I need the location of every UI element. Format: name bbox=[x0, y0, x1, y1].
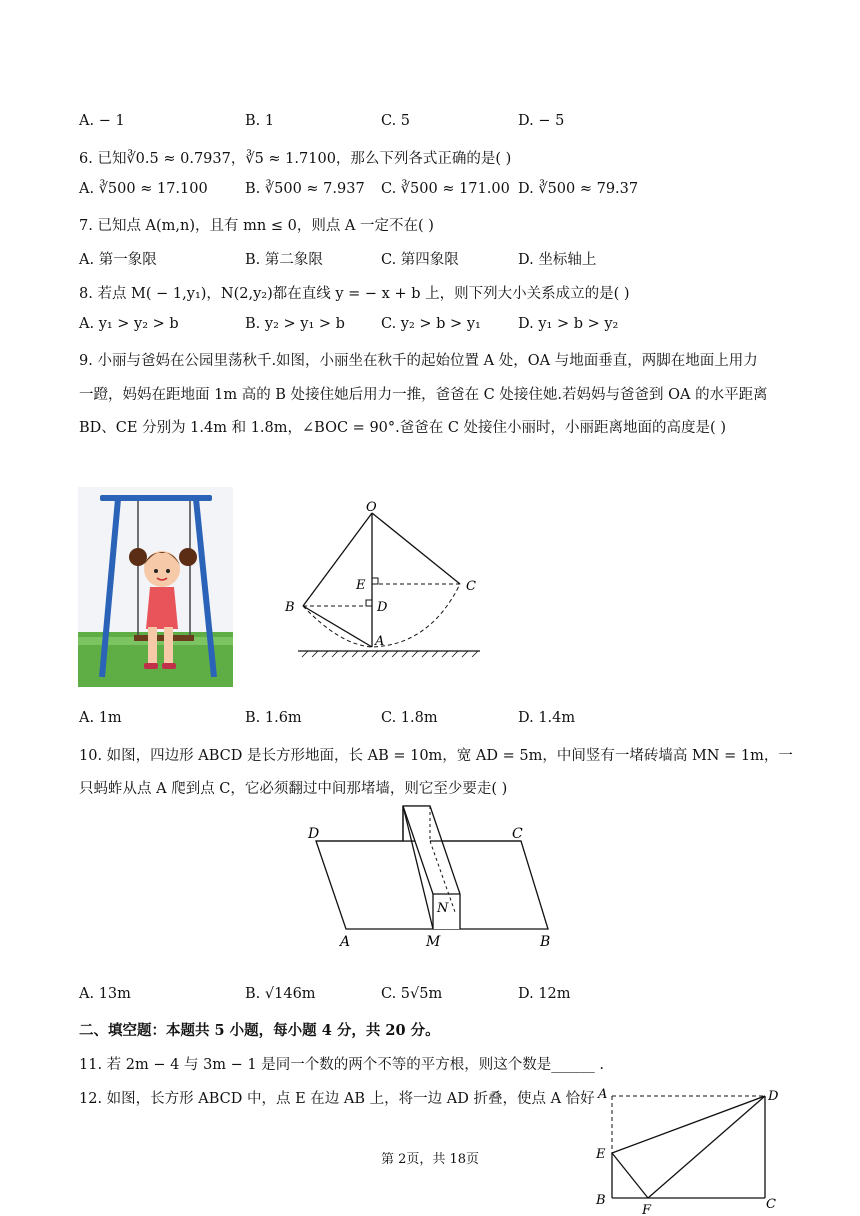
q10-option-a: A. 13m bbox=[79, 986, 131, 1002]
q5-option-b: B. 1 bbox=[245, 113, 275, 129]
q9-label-a: A bbox=[375, 634, 385, 649]
q9-option-c: C. 1.8m bbox=[381, 710, 438, 726]
q9-label-d: D bbox=[377, 600, 388, 615]
q12-label-d: D bbox=[768, 1089, 779, 1104]
q5-option-a: A. − 1 bbox=[79, 113, 125, 129]
q12-label-b: B bbox=[596, 1193, 606, 1208]
q10-option-c: C. 5√5m bbox=[381, 986, 443, 1002]
q10-option-d: D. 12m bbox=[518, 986, 571, 1002]
q9-label-b: B bbox=[285, 600, 295, 615]
q12-label-f: F bbox=[642, 1203, 652, 1216]
q8-option-a: A. y₁ > y₂ > b bbox=[79, 316, 179, 332]
q9-label-o: O bbox=[366, 500, 377, 515]
q12-label-c: C bbox=[766, 1197, 776, 1212]
q7-option-a: A. 第一象限 bbox=[79, 252, 157, 268]
q7-option-b: B. 第二象限 bbox=[245, 252, 323, 268]
q10-figure bbox=[300, 800, 560, 950]
q5-option-d: D. − 5 bbox=[518, 113, 565, 129]
q12-label-e: E bbox=[596, 1147, 606, 1162]
q12-stem: 12. 如图，长方形 ABCD 中，点 E 在边 AB 上，将一边 AD 折叠，使点 A 恰好 bbox=[79, 1091, 595, 1107]
q9-stem-line3: BD、CE 分别为 1.4m 和 1.8m，∠BOC = 90°.爸爸在 C 处接住小丽时，小丽距离地面的高度是( ) bbox=[79, 420, 726, 436]
q10-label-c: C bbox=[512, 826, 523, 842]
q10-label-m: M bbox=[426, 934, 441, 950]
page-footer: 第 2页，共 18页 bbox=[380, 1152, 480, 1167]
q9-label-c: C bbox=[466, 579, 476, 594]
q12-label-a: A bbox=[598, 1087, 608, 1102]
q10-label-a: A bbox=[340, 934, 351, 950]
q10-label-b: B bbox=[540, 934, 551, 950]
q10-label-n: N bbox=[437, 901, 449, 916]
q7-option-c: C. 第四象限 bbox=[381, 252, 459, 268]
q9-option-d: D. 1.4m bbox=[518, 710, 576, 726]
q8-stem: 8. 若点 M( − 1,y₁)，N(2,y₂)都在直线 y = − x + b 上，则下列大小关系成立的是( ) bbox=[79, 286, 630, 302]
q9-option-a: A. 1m bbox=[79, 710, 122, 726]
q9-stem-line2: 一蹬，妈妈在距地面 1m 高的 B 处接住她后用力一推，爸爸在 C 处接住她.若妈妈与爸爸到 OA 的水平距离 bbox=[79, 387, 768, 403]
q7-option-d: D. 坐标轴上 bbox=[518, 252, 597, 268]
q10-stem-line2: 只蚂蚱从点 A 爬到点 C，它必须翻过中间那堵墙，则它至少要走( ) bbox=[79, 781, 508, 797]
q8-option-c: C. y₂ > b > y₁ bbox=[381, 316, 481, 332]
q8-option-d: D. y₁ > b > y₂ bbox=[518, 316, 619, 332]
section-title-fill-in: 二、填空题：本题共 5 小题，每小题 4 分，共 20 分。 bbox=[79, 1022, 440, 1039]
q8-option-b: B. y₂ > y₁ > b bbox=[245, 316, 345, 332]
q5-option-c: C. 5 bbox=[381, 113, 411, 129]
q6-option-b: B. ∛500 ≈ 7.937 bbox=[245, 181, 365, 197]
q9-figure bbox=[280, 495, 490, 665]
q6-stem: 6. 已知∛0.5 ≈ 0.7937，∛5 ≈ 1.7100，那么下列各式正确的是( ) bbox=[79, 151, 512, 167]
swing-illustration bbox=[78, 487, 233, 687]
q11-stem: 11. 若 2m − 4 与 3m − 1 是同一个数的两个不等的平方根，则这个数是______ . bbox=[79, 1057, 604, 1073]
q9-stem-line1: 9. 小丽与爸妈在公园里荡秋千.如图，小丽坐在秋千的起始位置 A 处，OA 与地面垂直，两脚在地面上用力 bbox=[79, 353, 758, 369]
q6-option-d: D. ∛500 ≈ 79.37 bbox=[518, 181, 639, 197]
q7-stem: 7. 已知点 A(m,n)，且有 mn ≤ 0，则点 A 一定不在( ) bbox=[79, 218, 434, 234]
q9-option-b: B. 1.6m bbox=[245, 710, 302, 726]
q10-stem-line1: 10. 如图，四边形 ABCD 是长方形地面，长 AB = 10m，宽 AD = 5m，中间竖有一堵砖墙高 MN = 1m，一 bbox=[79, 748, 793, 764]
q10-label-d: D bbox=[308, 826, 320, 842]
q10-option-b: B. √146m bbox=[245, 986, 316, 1002]
q6-option-c: C. ∛500 ≈ 171.00 bbox=[381, 181, 510, 197]
q9-label-e: E bbox=[356, 578, 366, 593]
q6-option-a: A. ∛500 ≈ 17.100 bbox=[79, 181, 208, 197]
